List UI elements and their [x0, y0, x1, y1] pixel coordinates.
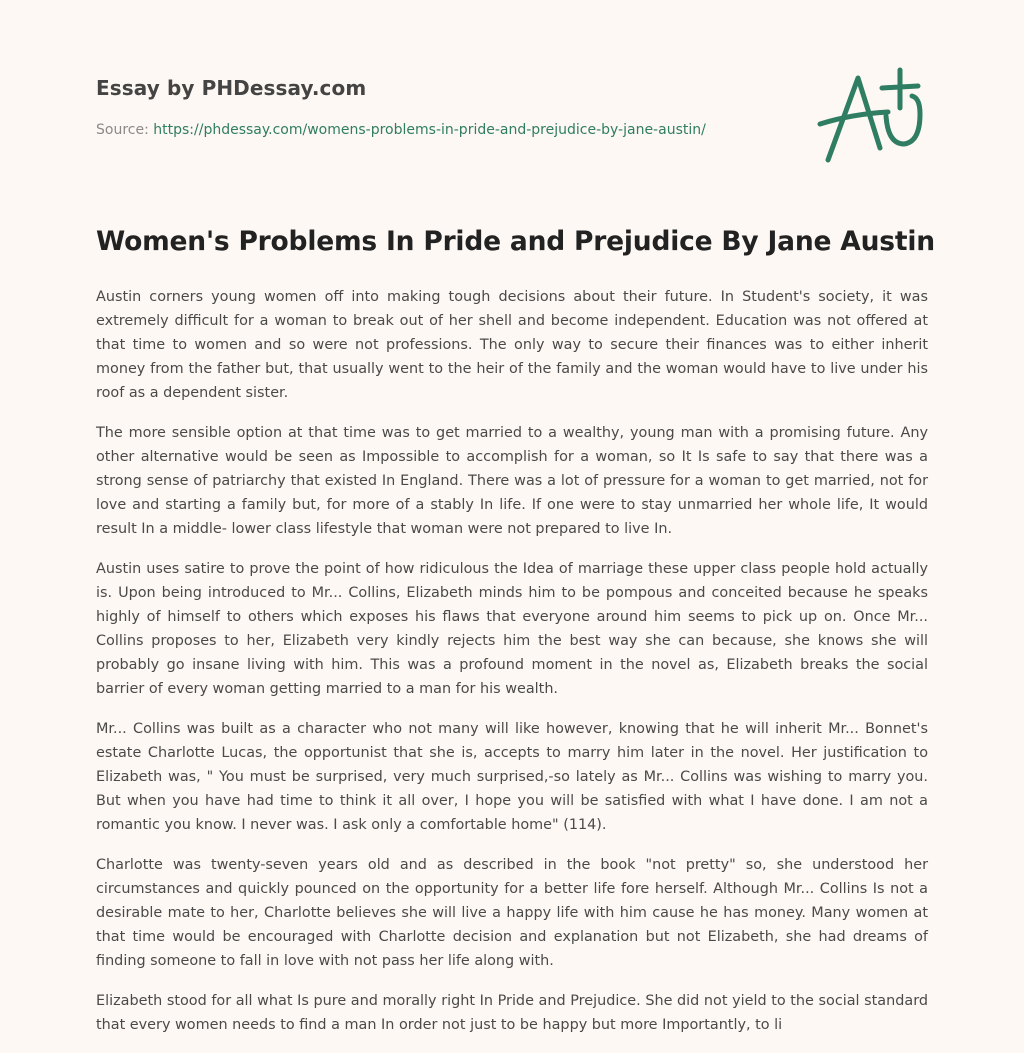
source-line: [96, 122, 796, 138]
essay-body: [96, 285, 928, 1053]
site-title: Essay by PHDessay.com: [96, 76, 367, 100]
essay-paragraph: Elizabeth stood for all what Is pure and morally right In Pride and Prejudice. She did not yield to the social standard that every women needs to find a man In order not just to be happy but more Importantly, to li: [96, 993, 928, 1033]
essay-paragraph: Mr... Collins was built as a character who not many will like however, knowing that he will inherit Mr... Bonnet's estate Charlotte Lucas, the opportunist that she is, accepts to marry him later in the novel. Her justification to Elizabeth was, " You must be surprised, very much surprised,-so lately as Mr... Collins was wishing to marry you. But when you have had time to think it all over, I hope you will be satisfied with what I have done. I am not a romantic you know. I never was. I ask only a comfortable home" (114).: [96, 721, 928, 833]
essay-paragraph: The more sensible option at that time was to get married to a wealthy, young man with a promising future. Any other alternative would be seen as Impossible to accomplish for a woman, so It Is safe to say that there was a strong sense of patriarchy that existed In England. There was a lot of pressure for a woman to get married, not for love and starting a family but, for more of a stably In life. If one were to stay unmarried her whole life, It would result In a middle- lower class lifestyle that woman were not prepared to live In.: [96, 425, 928, 537]
essay-paragraph: Austin uses satire to prove the point of how ridiculous the Idea of marriage these upper class people hold actually is. Upon being introduced to Mr... Collins, Elizabeth minds him to be pompous and conceited because he speaks highly of himself to others which exposes his flaws that everyone around him seems to pick up on. Once Mr... Collins proposes to her, Elizabeth very kindly rejects him the best way she can because, she knows she will probably go insane living with him. This was a profound moment in the novel as, Elizabeth breaks the social barrier of every woman getting married to a man for his wealth.: [96, 561, 928, 697]
source-label: Source:: [96, 122, 154, 138]
essay-title: Women's Problems In Pride and Prejudice By Jane Austin: [96, 226, 935, 257]
essay-paragraph: Austin corners young women off into making tough decisions about their future. In Student's society, it was extremely difficult for a woman to break out of her shell and become independent. Education was not offered at that time to women and so were not professions. The only way to secure their finances was to either inherit money from the father but, that usually went to the heir of the family and the woman would have to live under his roof as a dependent sister.: [96, 289, 928, 401]
source-link[interactable]: https://phdessay.com/womens-problems-in-pride-and-prejudice-by-jane-austin/: [153, 122, 706, 138]
essay-paragraph: Charlotte was twenty-seven years old and as described in the book "not pretty" so, she understood her circumstances and quickly pounced on the opportunity for a better life fore herself. Although Mr... Collins Is not a desirable mate to her, Charlotte believes she will live a happy life with him cause he has money. Many women at that time would be encouraged with Charlotte decision and explanation but not Elizabeth, she had dreams of finding someone to fall in love with not pass her life along with.: [96, 857, 928, 969]
a-plus-grade-icon: [816, 64, 936, 168]
site-header: [96, 76, 796, 138]
